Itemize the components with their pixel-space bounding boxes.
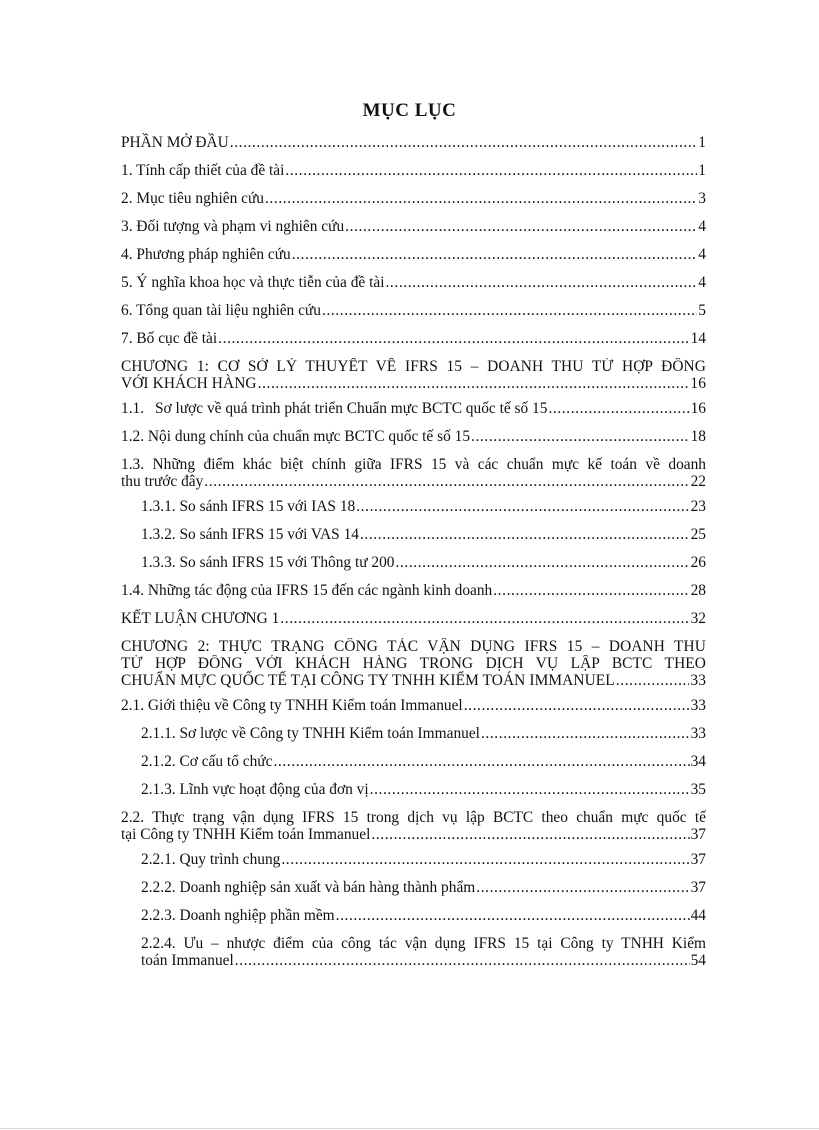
toc-page-number: 5: [698, 302, 706, 319]
toc-page-number: 35: [690, 781, 706, 798]
dot-leader: [370, 776, 690, 804]
toc-entry[interactable]: [121, 129, 706, 157]
toc-entry[interactable]: [121, 521, 706, 549]
dot-leader: [356, 493, 689, 521]
toc-entry[interactable]: [121, 577, 706, 605]
toc-entry-label: 6. Tổng quan tài liệu nghiên cứu: [121, 302, 321, 319]
toc-entry[interactable]: [121, 930, 706, 972]
toc-entry-label-line: thu trước đây: [121, 473, 204, 490]
dot-leader: [336, 902, 690, 930]
toc-entry[interactable]: [121, 213, 706, 241]
toc-page-number: 1: [698, 162, 706, 179]
dot-leader: [371, 826, 689, 843]
toc-entry-label: 1.4. Những tác động của IFRS 15 đến các ngành kinh doanh: [121, 582, 493, 599]
toc-entry-label-line: CHƯƠNG 1: CƠ SỞ LÝ THUYẾT VỀ IFRS 15 – DOANH THU TỪ HỢP ĐỒNG: [121, 358, 706, 375]
toc-entry-number: 1.1.: [121, 400, 145, 417]
toc-entry-label-line: 2.2. Thực trạng vận dụng IFRS 15 trong dịch vụ lập BCTC theo chuẩn mực quốc tế: [121, 809, 706, 826]
toc-entry[interactable]: [121, 605, 706, 633]
toc-entry[interactable]: [121, 395, 706, 423]
dot-leader: [273, 748, 689, 776]
toc-page-number: 1: [698, 134, 706, 151]
toc-entry-label: 1.3.1. So sánh IFRS 15 với IAS 18: [141, 498, 356, 515]
toc-entry-label: 2.1. Giới thiệu về Công ty TNHH Kiểm toán Immanuel: [121, 697, 463, 714]
toc-entry-label-line: toán Immanuel: [141, 952, 234, 969]
toc-page-number: 4: [698, 274, 706, 291]
toc-page-number: 14: [690, 330, 706, 347]
toc-entry[interactable]: [121, 297, 706, 325]
toc-page-number: 3: [698, 190, 706, 207]
toc-entry-label: 2. Mục tiêu nghiên cứu: [121, 190, 264, 207]
toc-page-number: 22: [690, 473, 706, 490]
toc-entry-label-line: 1.3. Những điểm khác biệt chính giữa IFRS 15 và các chuẩn mực kế toán về doanh: [121, 456, 706, 473]
toc-entry-label-line: VỚI KHÁCH HÀNG: [121, 375, 257, 392]
toc-page-number: 33: [690, 672, 706, 689]
toc-entry-label: 4. Phương pháp nghiên cứu: [121, 246, 291, 263]
dot-leader: [616, 672, 690, 689]
page-bottom-rule: [0, 1128, 819, 1129]
dot-leader: [230, 129, 698, 157]
toc-page-number: 37: [690, 851, 706, 868]
dot-leader: [258, 375, 690, 392]
toc-entry-label: 1.3.3. So sánh IFRS 15 với Thông tư 200: [141, 554, 395, 571]
dot-leader: [548, 395, 689, 423]
toc-entry-chapter-1[interactable]: [121, 353, 706, 395]
dot-leader: [471, 423, 690, 451]
toc-entry[interactable]: [121, 902, 706, 930]
toc-page-number: 23: [690, 498, 706, 515]
dot-leader: [464, 692, 690, 720]
toc-entry[interactable]: [121, 157, 706, 185]
toc-entry-label: 3. Đối tượng và phạm vi nghiên cứu: [121, 218, 345, 235]
toc-entry[interactable]: [121, 692, 706, 720]
toc-entry[interactable]: [121, 549, 706, 577]
toc-entry[interactable]: [121, 748, 706, 776]
toc-page-number: 28: [690, 582, 706, 599]
toc-page-number: 33: [690, 697, 706, 714]
dot-leader: [481, 720, 690, 748]
toc-entry[interactable]: [121, 269, 706, 297]
toc-entry[interactable]: [121, 493, 706, 521]
toc-entry-label: 2.1.3. Lĩnh vực hoạt động của đơn vị: [141, 781, 369, 798]
toc-page-number: 26: [690, 554, 706, 571]
toc-entry-label-line: CHUẨN MỰC QUỐC TẾ TẠI CÔNG TY TNHH KIỂM TOÁN IMMANUEL: [121, 672, 615, 689]
dot-leader: [235, 952, 690, 969]
dot-leader: [292, 241, 698, 269]
toc-entry[interactable]: [121, 874, 706, 902]
toc-entry-label: 7. Bố cục đề tài: [121, 330, 218, 347]
toc-page-number: 32: [690, 610, 706, 627]
toc-entry-label: Sơ lược về quá trình phát triển Chuẩn mực BCTC quốc tế số 15: [155, 400, 548, 417]
dot-leader: [285, 157, 697, 185]
dot-leader: [322, 297, 697, 325]
dot-leader: [218, 325, 689, 353]
toc-entry-label: 2.2.1. Quy trình chung: [141, 851, 281, 868]
dot-leader: [265, 185, 697, 213]
table-of-contents: [121, 129, 706, 972]
toc-entry[interactable]: [121, 804, 706, 846]
toc-entry-label: 1. Tính cấp thiết của đề tài: [121, 162, 285, 179]
toc-page-number: 4: [698, 246, 706, 263]
dot-leader: [204, 473, 689, 490]
toc-page-number: 16: [690, 400, 706, 417]
dot-leader: [396, 549, 690, 577]
toc-page-number: 25: [690, 526, 706, 543]
toc-entry-label: 5. Ý nghĩa khoa học và thực tiễn của đề tài: [121, 274, 385, 291]
toc-page-number: 34: [690, 753, 706, 770]
toc-entry-label-line: 2.2.4. Ưu – nhược điểm của công tác vận dụng IFRS 15 tại Công ty TNHH Kiểm: [141, 935, 706, 952]
toc-entry[interactable]: [121, 720, 706, 748]
toc-entry[interactable]: [121, 325, 706, 353]
page-title: MỤC LỤC: [362, 100, 457, 121]
toc-page-number: 33: [690, 725, 706, 742]
toc-entry-label: 1.3.2. So sánh IFRS 15 với VAS 14: [141, 526, 359, 543]
toc-entry-chapter-2[interactable]: [121, 633, 706, 692]
toc-page-number: 37: [690, 826, 706, 843]
toc-page-number: 54: [690, 952, 706, 969]
toc-entry-label-line: CHƯƠNG 2: THỰC TRẠNG CÔNG TÁC VẬN DỤNG IFRS 15 – DOANH THU: [121, 638, 706, 655]
dot-leader: [493, 577, 689, 605]
toc-entry-label: 2.2.2. Doanh nghiệp sản xuất và bán hàng thành phẩm: [141, 879, 476, 896]
toc-page-number: 44: [690, 907, 706, 924]
toc-page-number: 18: [690, 428, 706, 445]
dot-leader: [345, 213, 697, 241]
toc-entry-label: 2.2.3. Doanh nghiệp phần mềm: [141, 907, 335, 924]
dot-leader: [281, 846, 689, 874]
toc-entry[interactable]: [121, 451, 706, 493]
dot-leader: [280, 605, 689, 633]
dot-leader: [476, 874, 689, 902]
toc-entry-label: 2.1.1. Sơ lược về Công ty TNHH Kiểm toán Immanuel: [141, 725, 480, 742]
dot-leader: [385, 269, 697, 297]
toc-entry-label-line: tại Công ty TNHH Kiểm toán Immanuel: [121, 826, 371, 843]
toc-entry[interactable]: [121, 846, 706, 874]
toc-page-number: 16: [690, 375, 706, 392]
toc-entry-label-line: TỪ HỢP ĐỒNG VỚI KHÁCH HÀNG TRONG DỊCH VỤ LẬP BCTC THEO: [121, 655, 706, 672]
toc-entry[interactable]: [121, 185, 706, 213]
toc-entry-label: KẾT LUẬN CHƯƠNG 1: [121, 610, 280, 627]
toc-entry-label: 2.1.2. Cơ cấu tổ chức: [141, 753, 273, 770]
toc-page-number: 4: [698, 218, 706, 235]
toc-entry[interactable]: [121, 776, 706, 804]
toc-entry-label: 1.2. Nội dung chính của chuẩn mực BCTC quốc tế số 15: [121, 428, 471, 445]
toc-entry-label: PHẦN MỞ ĐẦU: [121, 134, 229, 151]
toc-page-number: 37: [690, 879, 706, 896]
toc-entry[interactable]: [121, 241, 706, 269]
dot-leader: [360, 521, 690, 549]
toc-entry[interactable]: [121, 423, 706, 451]
